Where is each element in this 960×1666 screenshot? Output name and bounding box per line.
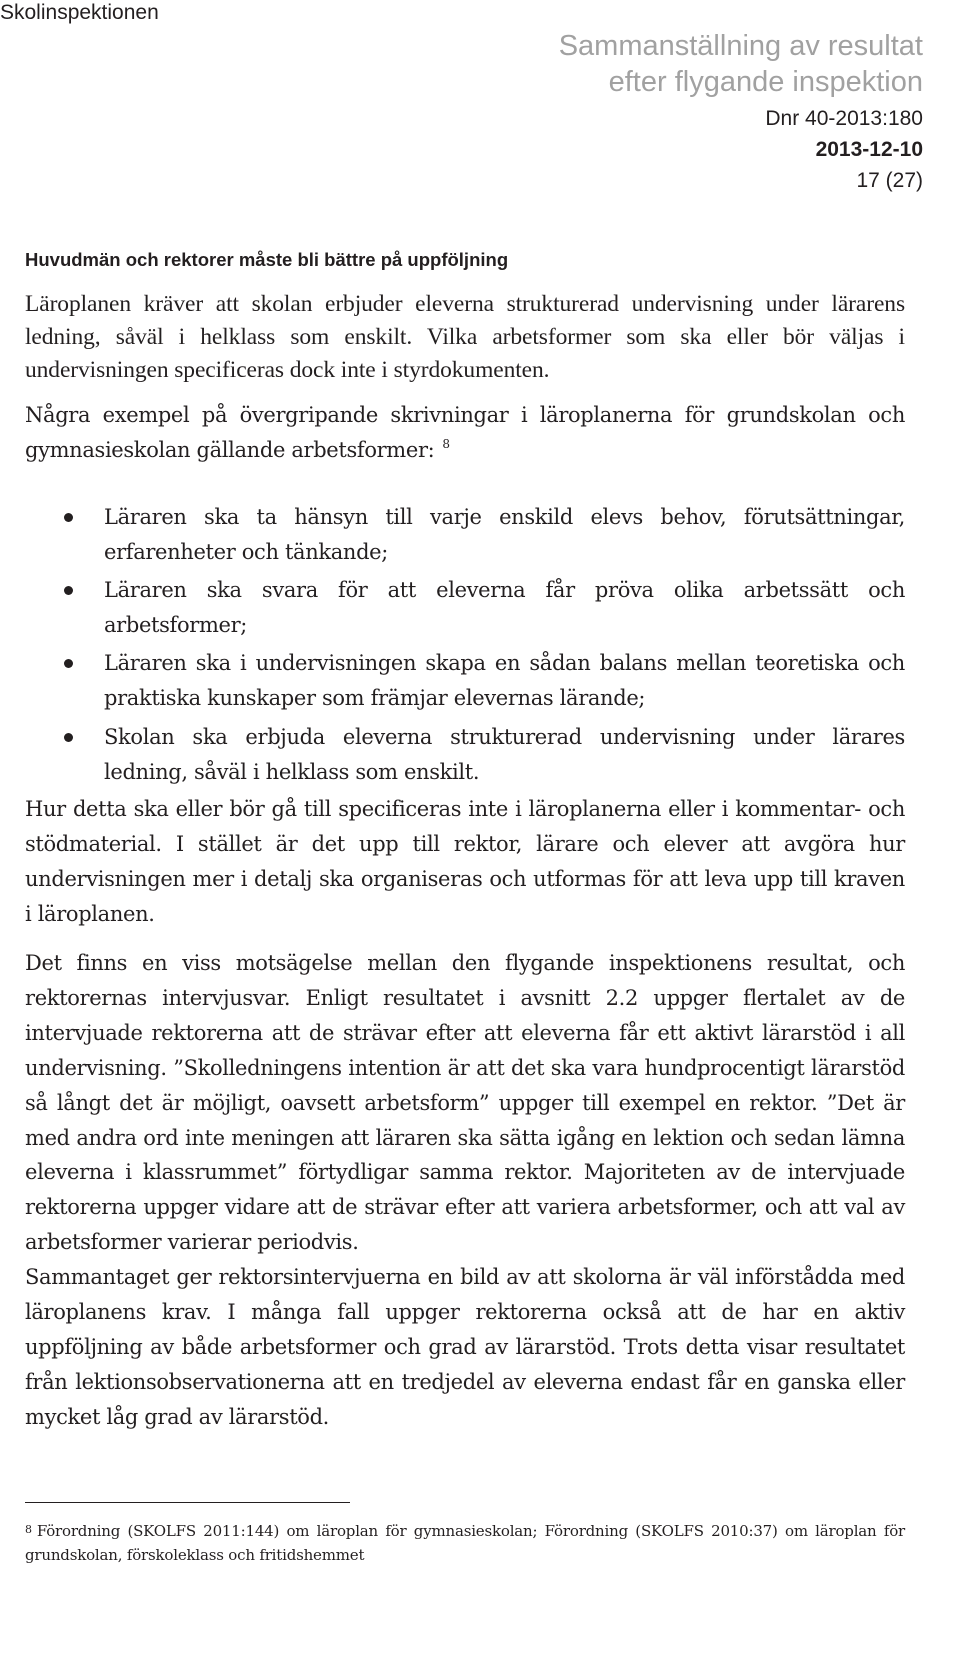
list-item	[0, 646, 905, 716]
footnote-text: Förordning (SKOLFS 2011:144) om läroplan för gymnasieskolan; Förordning (SKOLFS 2010:37) om läroplan för grundskolan, förskoleklass och fritidshemmet	[25, 1522, 905, 1564]
examples-lead-text: Några exempel på övergripande skrivningar i läroplanerna för grundskolan och gymnasieskolan gällande arbetsformer:	[25, 403, 905, 462]
footnote-reference[interactable]: 8	[442, 436, 450, 451]
list-item-text: Läraren ska ta hänsyn till varje enskild elevs behov, förutsättningar, erfarenheter och tänkande;	[104, 505, 905, 564]
footnote-number: 8	[25, 1523, 32, 1536]
document-date: 2013-12-10	[815, 138, 923, 161]
footnote-divider	[25, 1502, 350, 1503]
document-title-line-2: efter flygande inspektion	[608, 66, 923, 98]
arbetsformer-list	[0, 500, 905, 793]
body-paragraph: Det finns en viss motsägelse mellan den flygande inspektionens resultat, och rektorernas intervjusvar. Enligt resultatet i avsnitt 2.2 uppger flertalet av de intervjuade rektorerna att de strävar efter att eleverna får ett aktivt lärarstöd i all undervisning. ”Skolledningens intention är att det ska vara hundprocentigt lärarstöd så långt det är möjligt, oavsett arbetsform” uppger till exempel en rektor. ”Det är med andra ord inte meningen att läraren ska sätta igång en lektion och sedan lämna eleverna i klassrummet” förtydligar samma rektor. Majoriteten av de intervjuade rektorerna uppger vidare att de strävar efter att variera arbetsformer, och att val av arbetsformer varierar periodvis.	[25, 951, 905, 1255]
intro-paragraph: Läroplanen kräver att skolan erbjuder eleverna strukturerad undervisning under lärarens ledning, såväl i helklass som enskilt. Vilka arbetsformer som ska eller bör väljas i undervisningen specificeras dock inte i styrdokumenten.	[25, 291, 905, 383]
list-item	[0, 720, 905, 790]
body-paragraph: Sammantaget ger rektorsintervjuerna en bild av att skolorna är väl införstådda med läroplanens krav. I många fall uppger rektorerna också att de har en aktiv uppföljning av både arbetsformer och grad av lärarstöd. Trots detta visar resultatet från lektionsobservationerna att en tredjedel av eleverna endast får en ganska eller mycket låg grad av lärarstöd.	[25, 1265, 905, 1429]
bullet-icon	[64, 659, 73, 668]
examples-lead-paragraph	[25, 398, 905, 468]
section-heading: Huvudmän och rektorer måste bli bättre på uppföljning	[25, 249, 509, 270]
bullet-icon	[64, 733, 73, 742]
list-item-text: Läraren ska i undervisningen skapa en sådan balans mellan teoretiska och praktiska kunskaper som främjar elevernas lärande;	[104, 651, 905, 711]
list-item	[0, 500, 905, 570]
organization-name: Skolinspektionen	[0, 1, 159, 24]
bullet-icon	[64, 586, 73, 595]
document-title-line-1: Sammanställning av resultat	[558, 30, 923, 62]
page-number: 17 (27)	[856, 169, 923, 192]
list-item	[0, 573, 905, 643]
body-paragraph: Hur detta ska eller bör gå till specificeras inte i läroplanerna eller i kommentar- och stödmaterial. I stället är det upp till rektor, lärare och elever att avgöra hur undervisningen mer i detalj ska organiseras och utformas för att leva upp till kraven i läroplanen.	[25, 797, 905, 926]
list-item-text: Läraren ska svara för att eleverna får pröva olika arbetssätt och arbetsformer;	[104, 578, 905, 638]
document-number: Dnr 40-2013:180	[765, 107, 923, 130]
list-item-text: Skolan ska erbjuda eleverna strukturerad undervisning under lärares ledning, såväl i helklass som enskilt.	[104, 724, 905, 784]
document-header	[559, 28, 923, 196]
footnote	[25, 1518, 905, 1567]
bullet-icon	[64, 513, 73, 522]
